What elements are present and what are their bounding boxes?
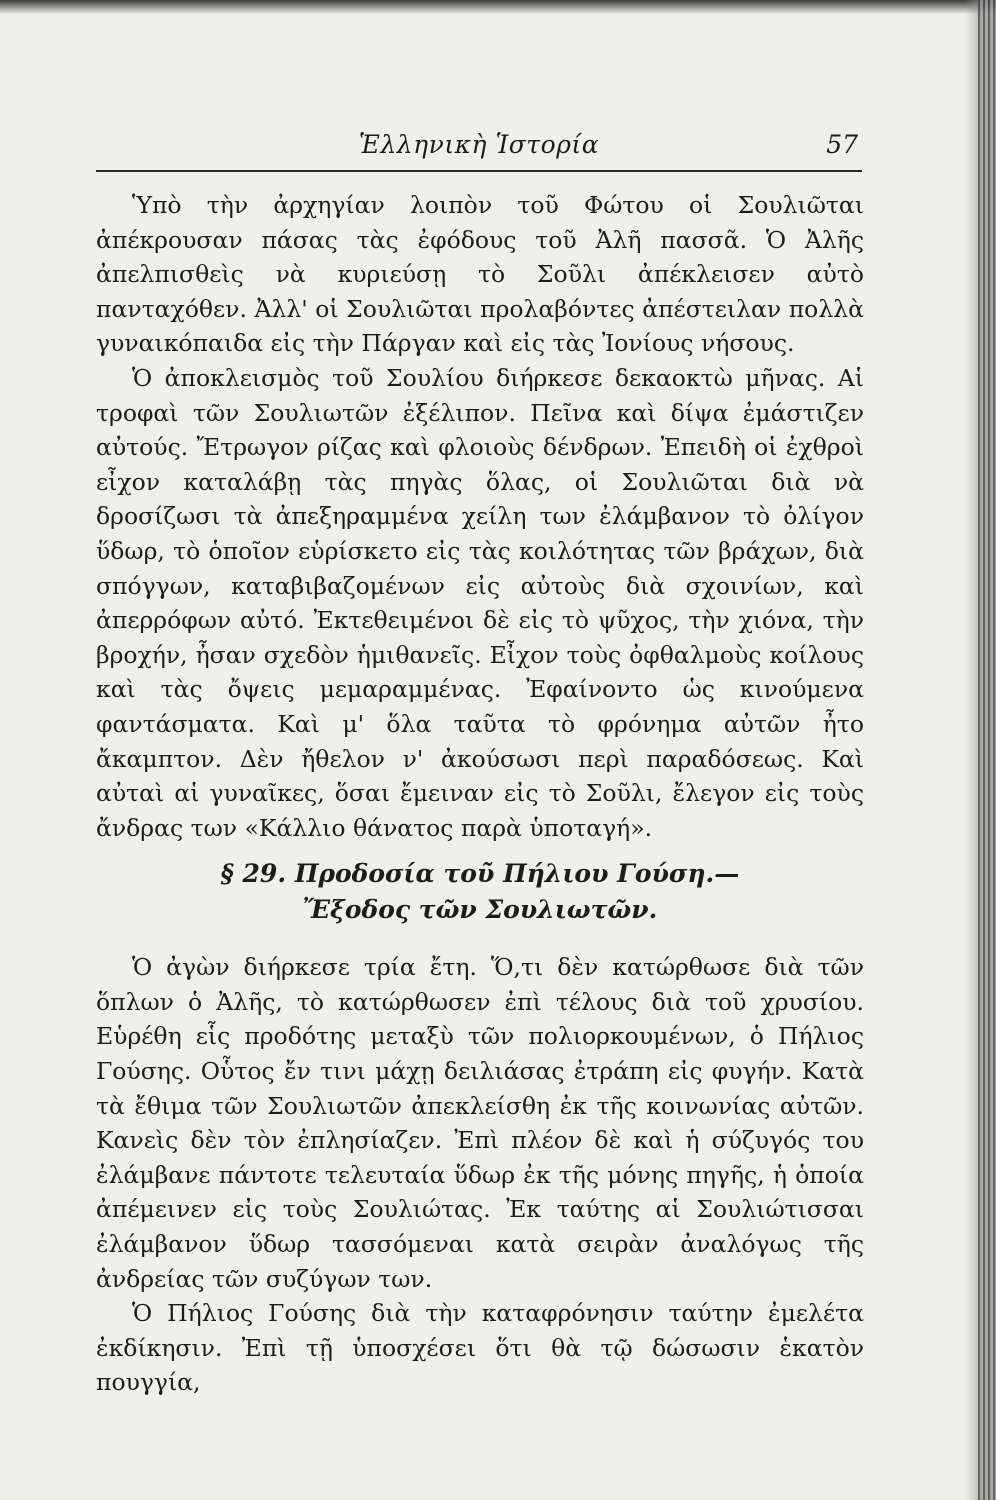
section-heading	[96, 856, 864, 928]
paragraph-2: Ὁ ἀποκλεισμὸς τοῦ Σουλίου διήρκεσε δεκαοκτὼ μῆνας. Αἱ τροφαὶ τῶν Σουλιωτῶν ἐξέλιπον. Πεῖνα καὶ δίψα ἐμάστιζεν αὐτούς. Ἔτρωγον ρίζας καὶ φλοιοὺς δένδρων. Ἐπειδὴ οἱ ἐχθροὶ εἶχον καταλάβῃ τὰς πηγὰς ὅλας, οἱ Σουλιῶται διὰ νὰ δροσίζωσι τὰ ἀπεξηραμμένα χείλη των ἐλάμβανον τὸ ὀλίγον ὕδωρ, τὸ ὁποῖον εὑρίσκετο εἰς τὰς κοιλότητας τῶν βράχων, διὰ σπόγγων, καταβιβαζομένων εἰς αὐτοὺς διὰ σχοινίων, καὶ ἀπερρόφων αὐτό. Ἐκτεθειμένοι δὲ εἰς τὸ ψῦχος, τὴν χιόνα, τὴν βροχήν, ἦσαν σχεδὸν ἡμιθανεῖς. Εἶχον τοὺς ὀφθαλμοὺς κοίλους καὶ τὰς ὄψεις μεμαραμμένας. Ἐφαίνοντο ὡς κινούμενα φαντάσματα. Καὶ μ' ὅλα ταῦτα τὸ φρόνημα αὐτῶν ἦτο ἄκαμπτον. Δὲν ἤθελον ν' ἀκούσωσι περὶ παραδόσεως. Καὶ αὐταὶ αἱ γυναῖκες, ὅσαι ἔμειναν εἰς τὸ Σοῦλι, ἔλεγον εἰς τοὺς ἄνδρας των «Κάλλιο θάνατος παρὰ ὑποταγή».	[96, 363, 864, 842]
heading-spacer	[96, 928, 864, 950]
page-header	[96, 124, 862, 168]
scan-page-stack-edge	[978, 0, 996, 1500]
paragraph-4: Ὁ Πήλιος Γούσης διὰ τὴν καταφρόνησιν ταύτην ἐμελέτα ἐκδίκησιν. Ἐπὶ τῇ ὑποσχέσει ὅτι θὰ τῷ δώσωσιν ἑκατὸν πουγγία,	[96, 1299, 864, 1397]
paragraph-3: Ὁ ἀγὼν διήρκεσε τρία ἔτη. Ὅ,τι δὲν κατώρθωσε διὰ τῶν ὅπλων ὁ Ἀλῆς, τὸ κατώρθωσεν ἐπὶ τέλους διὰ τοῦ χρυσίου. Εὑρέθη εἷς προδότης μεταξὺ τῶν πολιορκουμένων, ὁ Πήλιος Γούσης. Οὗτος ἔν τινι μάχῃ δειλιάσας ἐτράπη εἰς φυγήν. Κατὰ τὰ ἔθιμα τῶν Σουλιωτῶν ἀπεκλείσθη ἐκ τῆς κοινωνίας αὐτῶν. Κανεὶς δὲν τὸν ἐπλησίαζεν. Ἐπὶ πλέον δὲ καὶ ἡ σύζυγός του ἐλάμβανε πάντοτε τελευταία ὕδωρ ἐκ τῆς μόνης πηγῆς, ἡ ὁποία ἀπέμεινεν εἰς τοὺς Σουλιώτας. Ἐκ ταύτης αἱ Σουλιώτισσαι ἐλάμβανον ὕδωρ τασσόμεναι κατὰ σειρὰν ἀναλόγως τῆς ἀνδρείας τῶν συζύγων των.	[96, 953, 864, 1293]
running-title: Ἑλληνικὴ Ἱστορία	[358, 130, 600, 159]
header-rule	[96, 170, 862, 172]
page-body	[96, 188, 864, 1400]
scan-right-shadow	[964, 0, 978, 1500]
scan-top-edge	[0, 0, 996, 14]
section-heading-line-1: § 29. Προδοσία τοῦ Πήλιου Γούση.—	[220, 859, 740, 889]
paragraph-1: Ὑπὸ τὴν ἀρχηγίαν λοιπὸν τοῦ Φώτου οἱ Σουλιῶται ἀπέκρουσαν πάσας τὰς ἐφόδους τοῦ Ἀλῆ πασσᾶ. Ὁ Ἀλῆς ἀπελπισθεὶς νὰ κυριεύσῃ τὸ Σοῦλι ἀπέκλεισεν αὐτὸ πανταχόθεν. Ἀλλ' οἱ Σουλιῶται προλαβόντες ἀπέστειλαν πολλὰ γυναικόπαιδα εἰς τὴν Πάργαν καὶ εἰς τὰς Ἰονίους νήσους.	[96, 191, 864, 358]
section-heading-line-2: Ἔξοδος τῶν Σουλιωτῶν.	[302, 895, 658, 925]
page-number: 57	[826, 130, 858, 159]
